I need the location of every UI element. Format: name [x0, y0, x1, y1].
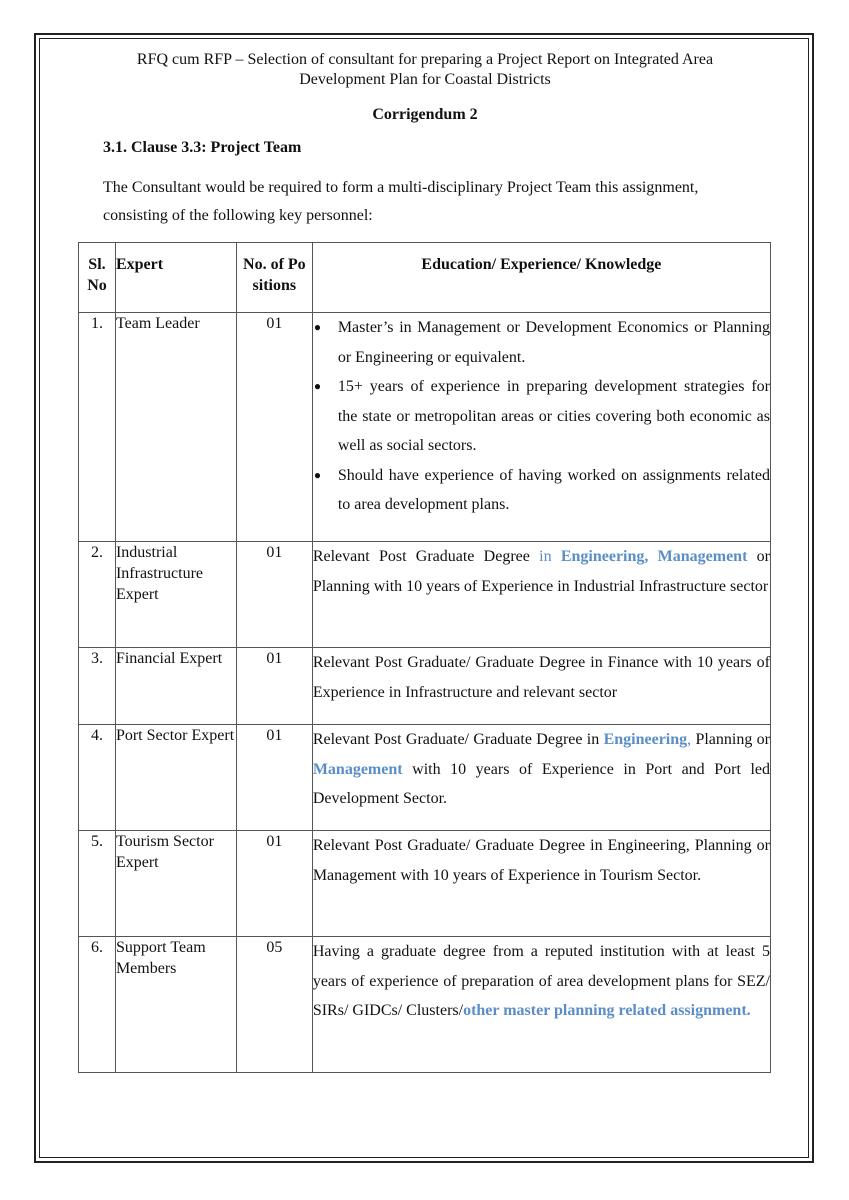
list-item: ● 15+ years of experience in preparing development strategies for the state or metropolitan areas or cities covering both economic as well as social sectors. [338, 372, 770, 461]
table-row [79, 831, 771, 937]
table-row [79, 313, 771, 542]
row-education [312, 313, 770, 542]
row-education: Relevant Post Graduate Degree in Engineering, Management or Planning with 10 years of Experience in Industrial Infrastructure sector [312, 542, 770, 648]
table-row [79, 937, 771, 1073]
header-positions: No. of Positions [236, 243, 312, 313]
project-team-table [78, 242, 771, 1073]
row-sl: 2. [79, 542, 116, 648]
bullet-icon: ● [313, 320, 322, 334]
clause-heading: 3.1. Clause 3.3: Project Team [103, 139, 302, 156]
row-expert: Financial Expert [115, 648, 236, 725]
list-item: ● Should have experience of having worked on assignments related to area development plans. [338, 461, 770, 520]
row-education: Having a graduate degree from a reputed institution with at least 5 years of experience of preparation of area development plans for SEZ/ SIRs/ GIDCs/ Clusters/other master planning related assignment. [312, 937, 770, 1073]
row-sl: 5. [79, 831, 116, 937]
list-item: ● Master’s in Management or Development Economics or Planning or Engineering or equivalent. [338, 313, 770, 372]
corrigendum-title: Corrigendum 2 [372, 106, 478, 123]
document-header [80, 50, 770, 90]
row-sl: 3. [79, 648, 116, 725]
row-positions: 01 [236, 542, 312, 648]
requirements-list [313, 313, 770, 520]
intro-paragraph: The Consultant would be required to form a multi-disciplinary Project Team this assignment, consisting of the following key personnel: [103, 179, 699, 224]
header-title-line-1: RFQ cum RFP – Selection of consultant for preparing a Project Report on Integrated Area [136, 51, 714, 68]
row-education: Relevant Post Graduate/ Graduate Degree in Engineering, Planning or Management with 10 years of Experience in Port and Port led Development Sector. [312, 725, 770, 831]
row-expert: Port Sector Expert [115, 725, 236, 831]
row-education: Relevant Post Graduate/ Graduate Degree in Engineering, Planning or Management with 10 years of Experience in Tourism Sector. [312, 831, 770, 937]
row-positions: 01 [236, 648, 312, 725]
header-title-line-2: Development Plan for Coastal Districts [299, 71, 551, 88]
row-sl: 4. [79, 725, 116, 831]
row-education: Relevant Post Graduate/ Graduate Degree in Finance with 10 years of Experience in Infrastructure and relevant sector [312, 648, 770, 725]
table-row [79, 648, 771, 725]
header-sl-no: Sl. No [79, 243, 116, 313]
header-education: Education/ Experience/ Knowledge [312, 243, 770, 313]
table-row [79, 542, 771, 648]
table-row [79, 725, 771, 831]
table-header-row [79, 243, 771, 313]
row-expert: Industrial Infrastructure Expert [115, 542, 236, 648]
row-positions: 01 [236, 725, 312, 831]
row-positions: 01 [236, 831, 312, 937]
row-expert: Support Team Members [115, 937, 236, 1073]
header-expert: Expert [115, 243, 236, 313]
bullet-icon: ● [313, 379, 322, 393]
row-expert: Team Leader [115, 313, 236, 542]
row-expert: Tourism Sector Expert [115, 831, 236, 937]
row-sl: 1. [79, 313, 116, 542]
row-positions: 01 [236, 313, 312, 542]
bullet-icon: ● [313, 467, 322, 482]
row-sl: 6. [79, 937, 116, 1073]
row-positions: 05 [236, 937, 312, 1073]
